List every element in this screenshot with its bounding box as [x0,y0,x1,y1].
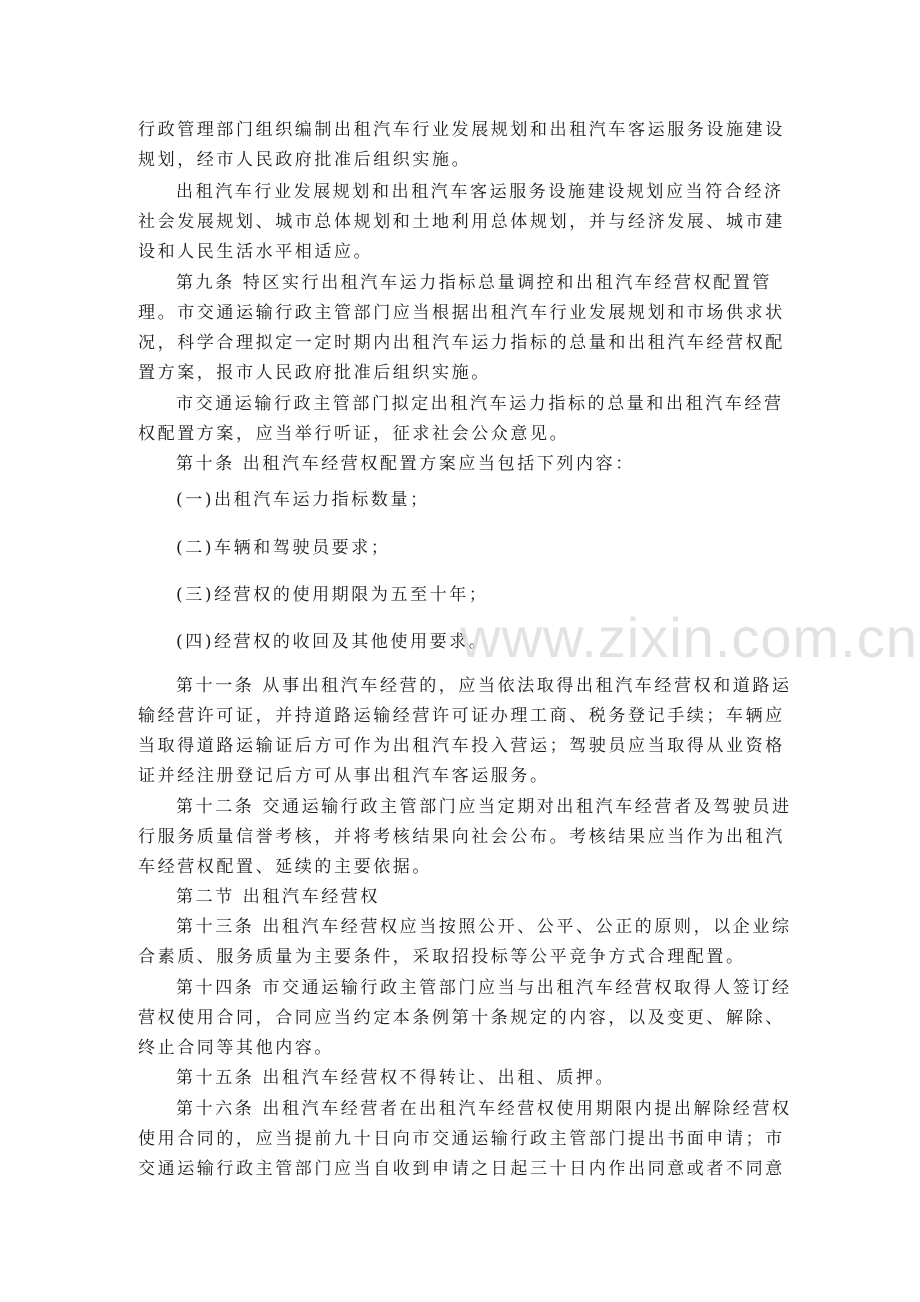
text-line: 当取得道路运输证后方可作为出租汽车投入营运；驾驶员应当取得从业资格 [138,736,785,756]
text-line: 合素质、服务质量为主要条件，采取招投标等公平竞争方式合理配置。 [138,947,746,967]
text-line: 车经营权配置、延续的主要依据。 [138,857,432,877]
list-item: (二)车辆和驾驶员要求； [176,538,391,558]
text-line: 第十条 出租汽车经营权配置方案应当包括下列内容： [176,454,635,474]
text-line: 输经营许可证，并持道路运输经营许可证办理工商、税务登记手续；车辆应 [138,706,785,726]
text-line: 第十一条 从事出租汽车经营的，应当依法取得出租汽车经营权和道路运 [176,676,792,696]
section-heading: 第二节 出租汽车经营权 [176,887,381,907]
text-line: 理。市交通运输行政主管部门应当根据出租汽车行业发展规划和市场供求状 [138,303,785,323]
text-line: 行服务质量信誉考核，并将考核结果向社会公布。考核结果应当作为出租汽 [138,827,785,847]
text-line: 出租汽车行业发展规划和出租汽车客运服务设施建设规划应当符合经济 [176,182,784,202]
text-line: 社会发展规划、城市总体规划和土地利用总体规划，并与经济发展、城市建 [138,212,785,232]
text-line: 第十五条 出租汽车经营权不得转让、出租、质押。 [176,1068,616,1088]
text-line: 市交通运输行政主管部门拟定出租汽车运力指标的总量和出租汽车经营 [176,394,784,414]
text-line: 营权使用合同，合同应当约定本条例第十条规定的内容，以及变更、解除、 [138,1008,785,1028]
text-line: 第十三条 出租汽车经营权应当按照公开、公平、公正的原则，以企业综 [176,917,792,937]
text-line: 置方案，报市人民政府批准后组织实施。 [138,363,491,383]
list-item: (一)出租汽车运力指标数量； [176,490,430,510]
text-line: 行政管理部门组织编制出租汽车行业发展规划和出租汽车客运服务设施建设 [138,120,785,140]
text-line: 证并经注册登记后方可从事出租汽车客运服务。 [138,766,550,786]
text-line: 第九条 特区实行出租汽车运力指标总量调控和出租汽车经营权配置管 [176,273,773,293]
text-line: 况，科学合理拟定一定时期内出租汽车运力指标的总量和出租汽车经营权配 [138,333,785,353]
text-line: 规划，经市人民政府批准后组织实施。 [138,150,472,170]
text-line: 第十六条 出租汽车经营者在出租汽车经营权使用期限内提出解除经营权 [176,1099,792,1119]
text-line: 终止合同等其他内容。 [138,1038,334,1058]
text-line: 使用合同的，应当提前九十日向市交通运输行政主管部门提出书面申请；市 [138,1129,785,1149]
watermark: www.zixin.com.cn [460,606,918,669]
text-line: 设和人民生活水平相适应。 [138,242,374,262]
text-line: 交通运输行政主管部门应当自收到申请之日起三十日内作出同意或者不同意 [138,1159,785,1179]
list-item: (三)经营权的使用期限为五至十年； [176,585,489,605]
text-line: 第十二条 交通运输行政主管部门应当定期对出租汽车经营者及驾驶员进 [176,797,792,817]
text-line: 第十四条 市交通运输行政主管部门应当与出租汽车经营权取得人签订经 [176,978,792,998]
text-line: 权配置方案，应当举行听证，征求社会公众意见。 [138,424,570,444]
list-item: (四)经营权的收回及其他使用要求。 [176,632,489,652]
